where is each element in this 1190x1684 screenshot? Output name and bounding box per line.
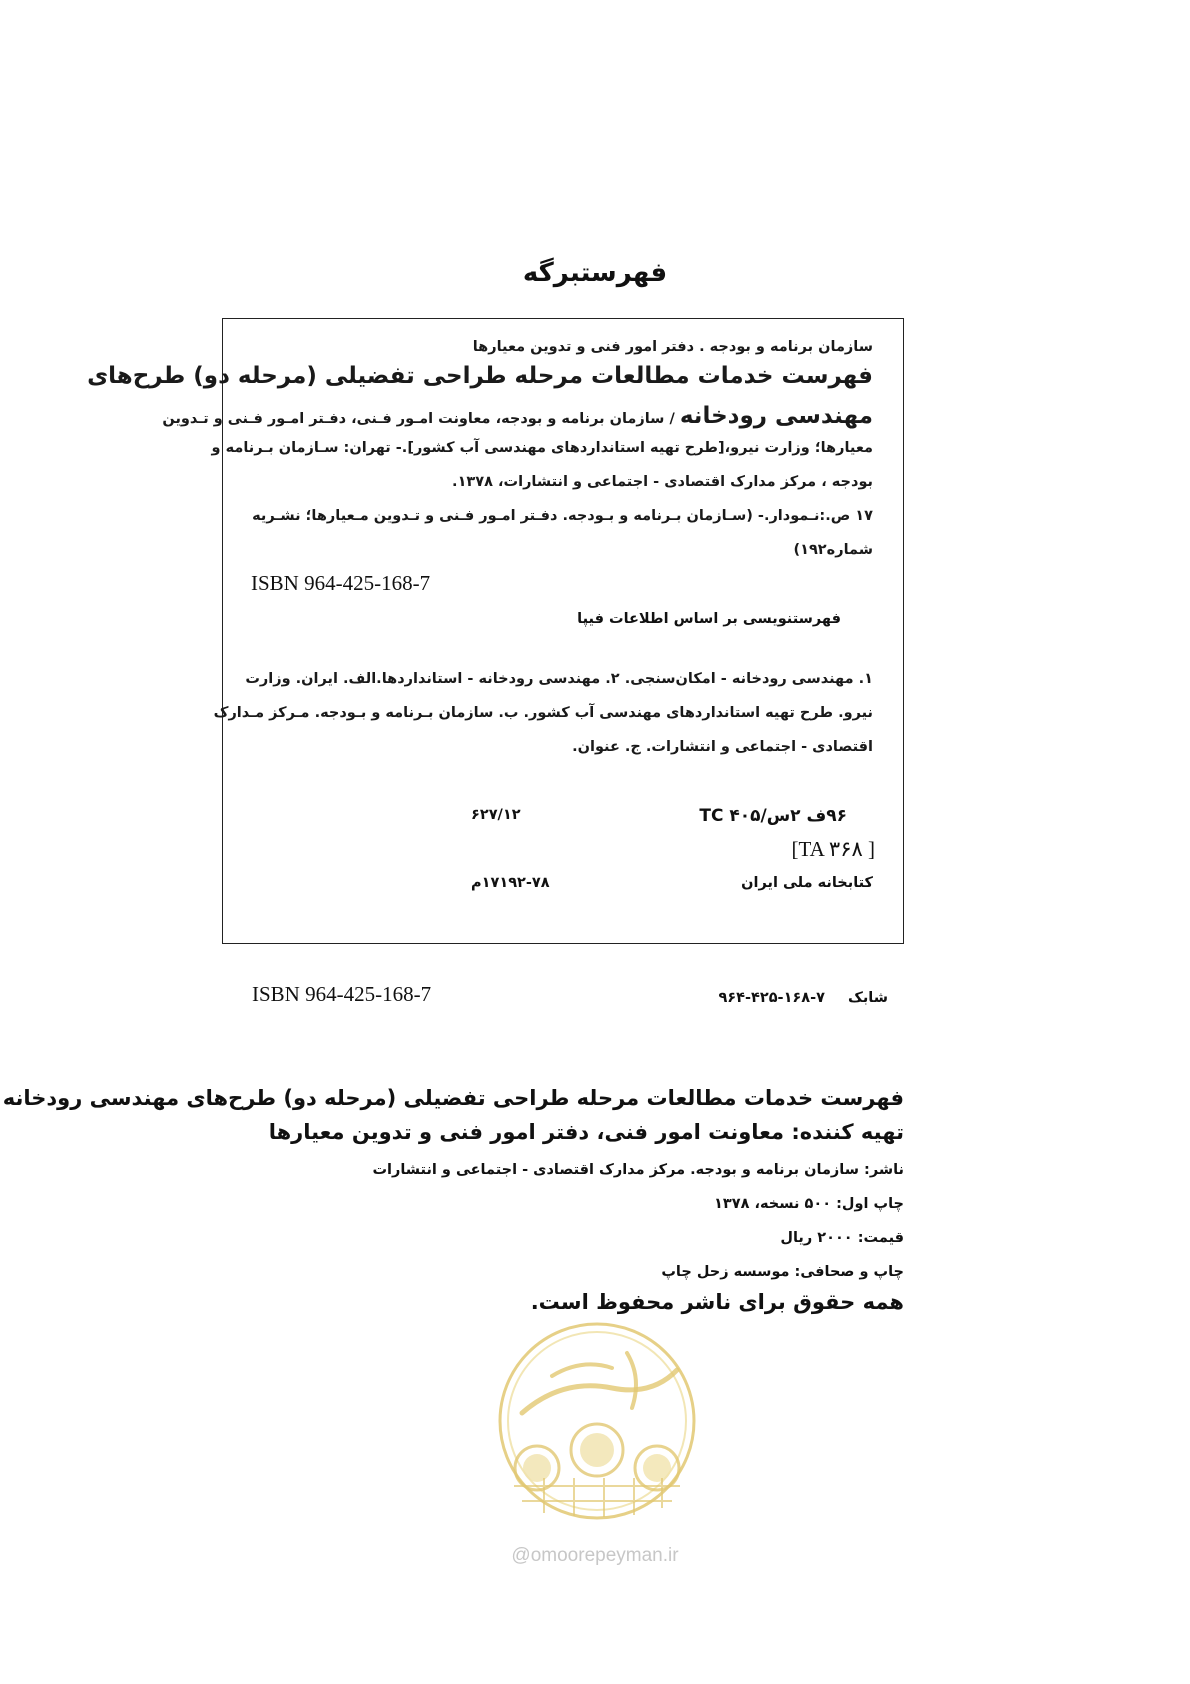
card-subjects-1: ۱. مهندسی رودخانه - امکان‌سنجی. ۲. مهندسی رودخانه - استانداردها.الف. ایران. وزارت [245, 671, 873, 687]
watermark-seal-icon [492, 1318, 702, 1523]
card-line-imprint: معیارها؛ وزارت نیرو،[طرح تهیه استانداردهای مهندسی آب کشور].- تهران: سـازمان بـرنامه و [211, 440, 873, 456]
publication-publisher: ناشر: سازمان برنامه و بودجه. مرکز مدارک اقتصادی - اجتماعی و انتشارات [372, 1162, 904, 1178]
card-fipa-note: فهرستنویسی بر اساس اطلاعات فیپا [577, 611, 841, 627]
card-library: کتابخانه ملی ایران [741, 875, 873, 891]
publication-title: فهرست خدمات مطالعات مرحله طراحی تفضیلی (مرحله دو) طرح‌های مهندسی رودخانه [2, 1086, 904, 1110]
isbn-latin: ISBN 964-425-168-7 [252, 982, 432, 1006]
card-subjects-2: نیرو. طرح تهیه استانداردهای مهندسی آب کشور. ب. سازمان بـرنامه و بـودجه. مـرکز مـدارک [213, 705, 873, 721]
card-subjects-3: اقتصادی - اجتماعی و انتشارات. ج. عنوان. [572, 739, 873, 755]
isbn-persian-value: ۹۶۴-۴۲۵-۱۶۸-۷ [718, 990, 825, 1006]
catalog-card [87, 318, 904, 944]
card-call-number: ۹۶ف ۲س/۴۰۵ TC [699, 806, 847, 826]
card-library-code: ۱۷۱۹۲-۷۸م [471, 875, 550, 891]
card-dewey: ۶۲۷/۱۲ [471, 807, 521, 823]
card-title-end: مهندسی رودخانه [679, 403, 873, 429]
card-responsibility: / سازمان برنامه و بودجه، معاونت امـور فـنی، دفـتر امـور فـنی و تـدوین [162, 411, 675, 427]
page-heading: فهرستبرگه [522, 258, 668, 288]
publication-edition: چاپ اول: ۵۰۰ نسخه، ۱۳۷۸ [714, 1196, 904, 1212]
publication-printer: چاپ و صحافی: موسسه زحل چاپ [661, 1264, 904, 1280]
card-ta: [TA ۳۶۸ ] [791, 837, 875, 861]
card-line-collation: ۱۷ ص.:نـمودار.- (سـازمان بـرنامه و بـودجه. دفـتر امـور فـنی و تـدوین مـعیارها؛ نشـریه [252, 508, 873, 524]
card-line-title-2 [162, 403, 873, 429]
publication-preparer: تهیه کننده: معاونت امور فنی، دفتر امور فنی و تدوین معیارها [268, 1120, 904, 1144]
card-line-imprint-2: بودجه ، مرکز مدارک اقتصادی - اجتماعی و انتشارات، ۱۳۷۸. [452, 474, 873, 490]
card-isbn: ISBN 964-425-168-7 [251, 571, 431, 595]
card-line-title: فهرست خدمات مطالعات مرحله طراحی تفضیلی (مرحله دو) طرح‌های [87, 363, 873, 389]
publication-rights: همه حقوق برای ناشر محفوظ است. [530, 1290, 904, 1314]
publication-price: قیمت: ۲۰۰۰ ریال [780, 1230, 904, 1246]
card-line-author: سازمان برنامه و بودجه . دفتر امور فنی و تدوین معیارها [472, 339, 873, 355]
isbn-persian-label: شابک [848, 990, 888, 1006]
card-line-series: شماره۱۹۲) [793, 542, 873, 558]
watermark-website: @omoorepeyman.ir [511, 1545, 679, 1566]
